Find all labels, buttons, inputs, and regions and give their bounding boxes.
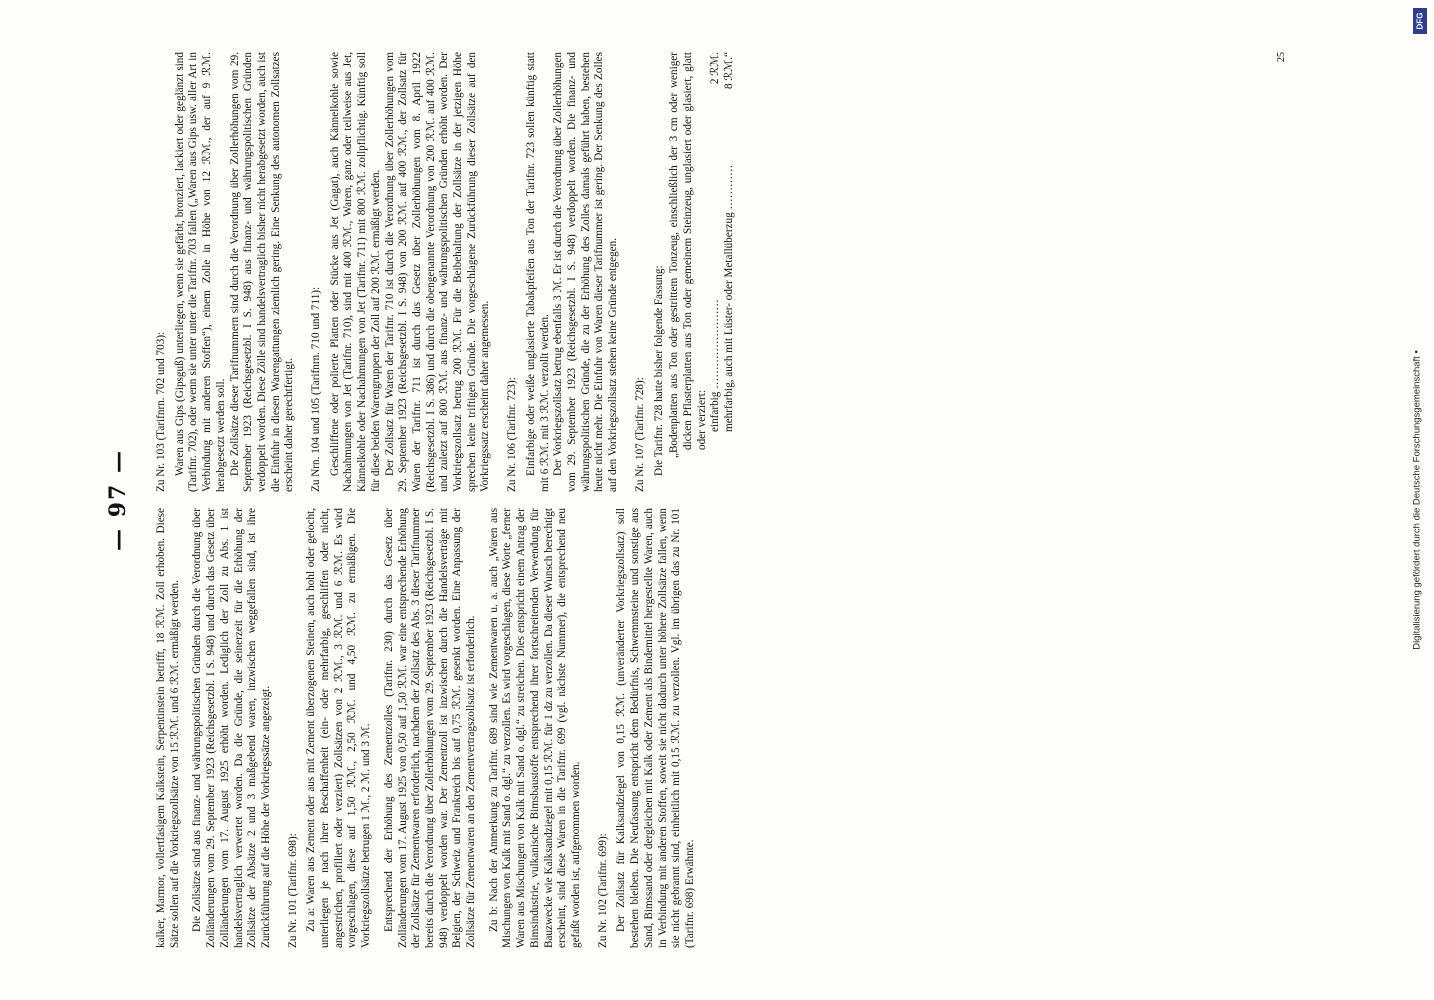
left-paragraph-1: Die Zollsätze sind aus finanz- und währungspolitischen Gründen durch die Verordnung über Zolländerungen vom 29. September 1923 (Reichsgesetzbl. I S. 948) und durch das Gesetz über Zolländerungen vom 17. August 1925 erhöht worden. Lediglich der Zoll zu Abs. 1 ist handelsvertraglich verwertet worden. Da die Gründe, die seinerzeit für die Erhöhung der Zollsätze der Absätze 2 und 3 maßgebend waren, inzwischen weggefallen sind, ist ihre Zurückführung auf die Höhe der Vorkriegssätze angezeigt. xyxy=(191,508,272,948)
section-heading-103: Zu Nr. 103 (Tarifnrn. 702 und 703): xyxy=(155,331,167,492)
tariff-item-2-label: mehrfarbig, auch mit Lüster- oder Metallüberzug ………… xyxy=(723,164,736,432)
left-column xyxy=(155,508,698,948)
tariff-item-2-value: 8 ℛℳ.“ xyxy=(723,52,736,90)
right-paragraph-6: Der Vorkriegszollsatz betrug ebenfalls 3 ℳ. Er ist durch die Verordnung über Zollerhöhungen vom 29. September 1923 (Reichsgesetzbl. I S. 948) verdoppelt worden. Die finanz- und währungspolitischen Gründe, die zu der Erhöhung des Zolles damals geführt haben, bestehen heute nicht mehr. Die Einfuhr von Waren dieser Tarifnummer ist gering. Der Senkung des Zolles auf den Vorkriegszollsatz stehen keine Gründe entgegen. xyxy=(552,52,620,492)
document-page xyxy=(67,30,1367,970)
right-paragraph-3: Geschliffene oder polierte Platten oder Stücke aus Jet (Gagat), auch Kännelkohle sowie Nachahmungen von Jet (Tarifnr. 710), sind mit 400 ℛℳ., Waren, ganz oder teilweise aus Jet, Kännelkohle oder Nachahmungen von Jet (Tarifnr. 711) mit 800 ℛℳ. zollpflichtig. Künftig soll für diese beiden Warengruppen der Zoll auf 200 ℛℳ. ermäßigt werden. xyxy=(328,52,382,492)
right-paragraph-2: Die Zollsätze dieser Tarifnummern sind durch die Verordnung über Zollerhöhungen vom 29. September 1923 (Reichsgesetzbl. I S. 948) aus finanz- und währungspolitischen Gründen verdoppelt worden. Diese Zölle sind handelsvertraglich bisher nicht herabgesetzt worden, auch ist die Einfuhr in diesen Warengattungen ziemlich gering. Eine Senkung des autonomen Zollsatzes erscheint daher gerechtfertigt. xyxy=(228,52,296,492)
section-heading-102: Zu Nr. 102 (Tarifnr. 699): xyxy=(596,833,609,948)
left-paragraph-4: Zu b: Nach der Anmerkung zu Tarifnr. 689 sind wie Zementwaren u. a. auch „Waren aus Mischungen von Kalk mit Sand o. dgl.“ zu verzollen. Es wird vorgeschlagen, diese Worte „ferner Waren aus Mischungen von Kalk mit Sand o. dgl.“ zu streichen. Dies entspricht einem Antrag der Bimsindustrie, vulkanische Bimsbaustoffe entsprechend ihrer fortschreitenden Verwendung für Bauzwecke wie Kalksandziegel mit 0,15 ℛℳ. für 1 dz zu verzollen. Da dieser Wunsch berechtigt erscheint, sind diese Waren in die Tarifnr. 699 (vgl. nächste Nummer), die entsprechend neu gefaßt worden ist, aufgenommen worden. xyxy=(487,508,582,948)
section-heading-104: Zu Nrn. 104 und 105 (Tarifnrn. 710 und 711): xyxy=(310,286,323,492)
tariff-item-1-value: 2 ℛℳ. xyxy=(709,52,722,85)
tariff-item-1 xyxy=(709,52,723,432)
tariff-item-2 xyxy=(723,52,737,432)
right-paragraph-7: Die Tarifnr. 728 hatte bisher folgende Fassung: xyxy=(652,265,665,476)
dfg-logo: DFG xyxy=(1413,8,1427,34)
page-folio-number: 25 xyxy=(1276,52,1287,62)
right-column xyxy=(155,52,737,492)
left-intro-paragraph: kalker, Marmor, vollertfasigem Kalkstein, Serpentinstein betrifft, 18 ℛℳ. Zoll erhoben. Diese Sätze sollen auf die Vorkriegszollsätze von 15 ℛℳ. und 6 ℛℳ. ermäßigt werden. xyxy=(155,508,181,948)
tariff-quote: „Bodenplatten aus Ton oder gestrittem Tonzeug, einschließlich der 3 cm oder weniger dicken Pflasterplatten aus Ton oder gemeinem Steinzeug, unglasiert oder glasiert, glatt oder verziert: xyxy=(668,52,708,458)
digitization-credit: Digitalisierung gefördert durch die Deutsche Forschungsgemeinschaft • xyxy=(1411,350,1423,650)
page-header: — 97 — xyxy=(105,449,131,551)
right-paragraph-1: Waren aus Gips (Gipsguß) unterliegen, wenn sie gefärbt, bronziert, lackiert oder geglänzt sind (Tarifnr. 702), oder wenn sie unter unter die Tarifnr. 703 fallen („Waren aus Gips usw. aller Art in Verbindung mit anderen Stoffen“), einem Zolle in Höhe von 12 ℛℳ., der auf 9 ℛℳ. herabgesetzt werden soll. xyxy=(173,52,227,492)
section-heading-107: Zu Nr. 107 (Tarifnr. 728): xyxy=(633,377,646,492)
section-heading-106: Zu Nr. 106 (Tarifnr. 723): xyxy=(506,377,519,492)
left-paragraph-3: Entsprechend der Erhöhung des Zementzolles (Tarifnr. 230) durch das Gesetz über Zolländerungen vom 17. August 1925 von 0,50 auf 1,50 ℛℳ. war eine entsprechende Erhöhung der Zollsätze für Zementwaren erforderlich, nachdem der Zollsatz des Abs. 3 dieser Tarifnummer bereits durch die Verordnung über Zollerhöhungen vom 29. September 1923 (Reichsgesetzbl. I S. 948) verdoppelt worden war. Der Zementzoll ist inzwischen durch die Handelsverträge mit Belgien, der Schweiz und Frankreich bis auf 0,75 ℛℳ. gesenkt worden. Eine Anpassung der Zollsätze für Zementwaren an den Zementvertragszollsatz ist erforderlich. xyxy=(382,508,478,948)
right-paragraph-5: Einfarbige oder weiße unglasierte Tabakpfeifen aus Ton der Tarifnr. 723 sollen künftig statt mit 6 ℛℳ. mit 3 ℛℳ. verzollt werden. xyxy=(524,52,551,492)
digitization-footer xyxy=(1402,0,1432,1000)
section-heading-101: Zu Nr. 101 (Tarifnr. 698): xyxy=(286,833,299,948)
right-paragraph-4: Der Zollsatz für Waren der Tarifnr. 710 ist durch die Verordnung über Zollerhöhungen vom 29. September 1923 (Reichsgesetzbl. I S. 948) von 200 ℛℳ. auf 400 ℛℳ., der Zollsatz für Waren der Tarifnr. 711 ist durch das Gesetz über Zollerhöhungen vom 8. April 1922 (Reichsgesetzbl. I S. 386) und durch die obengenannte Verordnung von 200 ℛℳ. auf 400 ℛℳ. und zuletzt auf 800 ℛℳ. aus finanz- und währungspolitischen Gründen erhöht worden. Der Vorkriegszollsatz betrug 200 ℛℳ. Für die Beibehaltung der Zollsätze in der jetzigen Höhe sprechen keine triftigen Gründe. Die vorgeschlagene Zurückführung dieser Zollsätze auf den Vorkriegssatz erscheint daher angemessen. xyxy=(383,52,492,492)
left-paragraph-2: Zu a: Waren aus Zement oder aus mit Zement überzogenen Steinen, auch hohl oder gelocht, unterliegen je nach ihrer Beschaffenheit (ein- oder mehrfarbig, geschliffen oder nicht, angestrichen, profiliert oder verziert) Zollsätzen von 2 ℛℳ., 3 ℛℳ. und 6 ℛℳ. Es wird vorgeschlagen, diese auf 1,50 ℛℳ., 2,50 ℛℳ. und 4,50 ℛℳ. zu ermäßigen. Die Vorkriegszollsätze betrugen 1 ℳ., 2 ℳ. und 3 ℳ. xyxy=(305,508,373,948)
tariff-item-1-label: einfarbig …………………… xyxy=(709,299,722,432)
left-paragraph-5: Der Zollsatz für Kalksandziegel von 0,15 ℛℳ. (unveränderter Vorkriegszollsatz) soll bestehen bleiben. Die Neufassung entspricht dem Bedürfnis, Schwemmsteine und sonstige aus Sand, Bimssand oder dergleichen mit Kalk oder Zement als Bindemittel hergestellte Waren, auch in Verbindung mit anderen Stoffen, soweit sie nicht dadurch unter höhere Zollsätze fallen, wenn sie nicht gebrannt sind, einheitlich mit 0,15 ℛℳ. zu verzollen. Vgl. im übrigen das zu Nr. 101 (Tarifnr. 698) Erwähnte. xyxy=(615,508,696,948)
